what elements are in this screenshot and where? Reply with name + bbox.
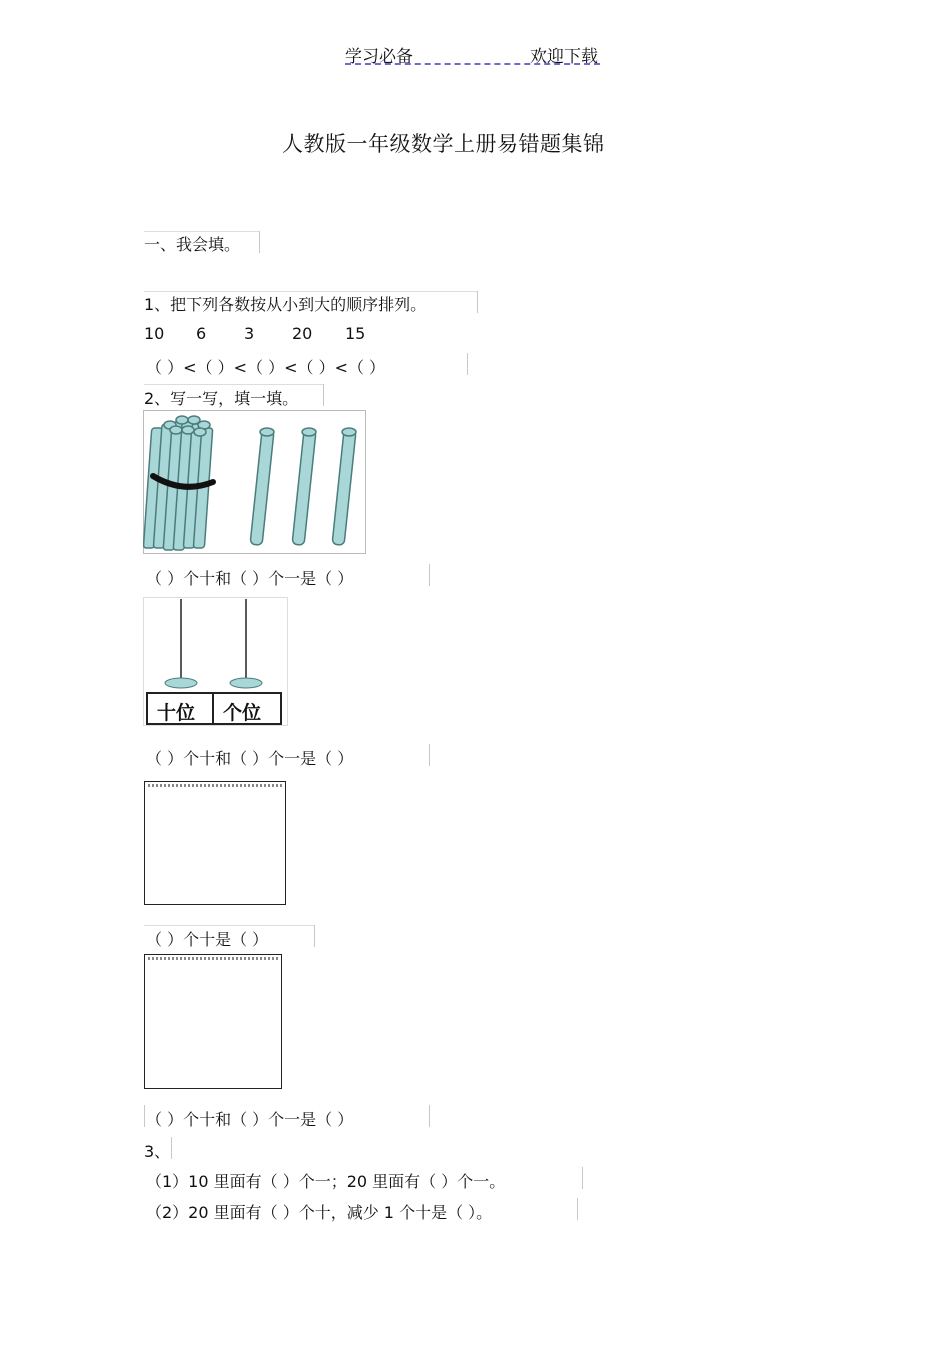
bead-icon	[165, 678, 197, 688]
abacus-label-tens: 十位	[157, 702, 196, 724]
q1-number: 6	[196, 324, 207, 343]
q2-prompt: 2、写一写，填一填。	[144, 389, 299, 408]
blank-picture-box	[144, 781, 286, 905]
q1-number: 10	[144, 324, 165, 343]
bead-icon	[230, 678, 262, 688]
q1-number: 15	[345, 324, 366, 343]
q3-item-1: （1）10 里面有（ ）个一；20 里面有（ ）个一。	[146, 1172, 506, 1191]
blank-picture-box	[144, 954, 282, 1089]
q2-line-a: （ ）个十和（ ）个一是（ ）	[146, 569, 354, 588]
q2-line-c: （ ）个十是（ ）	[146, 930, 269, 949]
q1-prompt: 1、把下列各数按从小到大的顺序排列。	[144, 295, 427, 314]
q1-answer-row: （ ）<（ ）<（ ）<（ ）<（ ）	[146, 358, 386, 377]
q1-number: 3	[244, 324, 255, 343]
q1-number: 20	[292, 324, 313, 343]
header-dashed-underline	[345, 63, 600, 65]
q2-line-d: （ ）个十和（ ）个一是（ ）	[146, 1110, 354, 1129]
page-title: 人教版一年级数学上册易错题集锦	[282, 132, 605, 156]
q3-item-2: （2）20 里面有（ ）个十，减少 1 个十是（ ）。	[146, 1203, 493, 1222]
section-heading: 一、我会填。	[144, 235, 241, 254]
q3-prompt: 3、	[144, 1142, 171, 1161]
sticks-picture	[143, 410, 367, 554]
abacus-label-ones: 个位	[223, 702, 262, 724]
header-left: 学习必备	[345, 47, 413, 67]
header-right: 欢迎下载	[530, 47, 598, 67]
q2-line-b: （ ）个十和（ ）个一是（ ）	[146, 749, 354, 768]
